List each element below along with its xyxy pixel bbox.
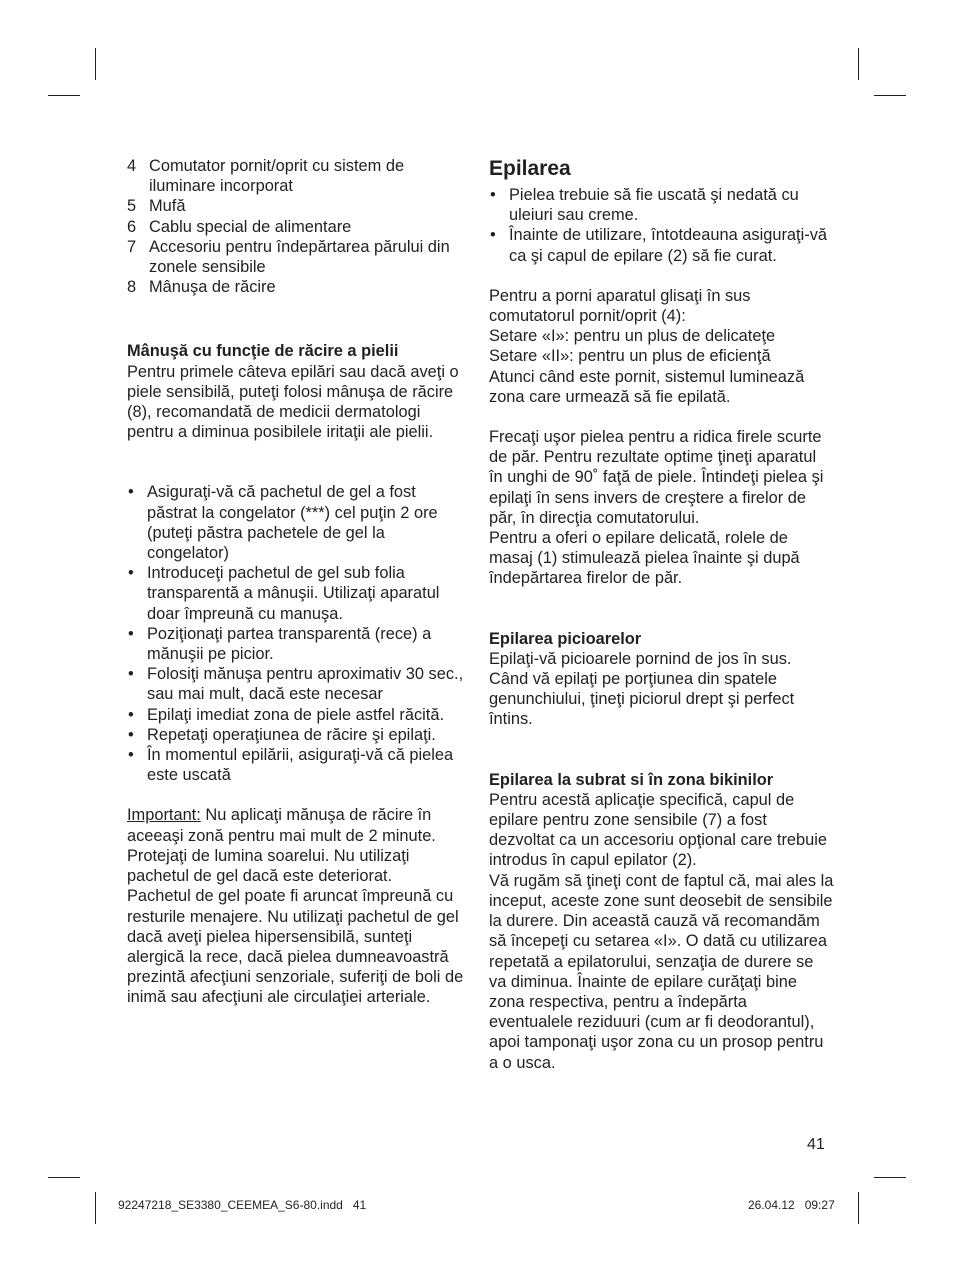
list-item — [127, 156, 467, 196]
footer-datetime: 26.04.12 09:27 — [748, 1198, 835, 1212]
legs-paragraph: Epilaţi-vă picioarele pornind de jos în sus. Când vă epilaţi pe porţiunea din spatele genunchiului, ţineţi piciorul drept şi perfect întins. — [489, 649, 795, 729]
bullet-icon: • — [128, 725, 134, 744]
list-item — [127, 482, 467, 563]
important-text: Nu aplicaţi mănuşa de răcire în aceeaşi zonă pentru mai mult de 2 minute. Protejaţi de lumina soarelui. Nu utilizaţi pachetul de gel dacă este deteriorat. — [127, 806, 436, 886]
list-item — [127, 237, 467, 277]
crop-mark-bottom-left-v — [95, 1192, 96, 1224]
rub-paragraph: Frecaţi uşor pielea pentru a ridica firele scurte de păr. Pentru rezultate optime ţineţi aparatul în unghi de 90˚ faţă de piele. Întindeţi pielea şi epilaţi în sens invers de creştere a firelor de păr, în direcţia comutatorului. — [489, 428, 824, 527]
bikini-paragraph-1: Pentru acestă aplicaţie specifică, capul de epilare pentru zone sensibile (7) a fost dezvoltat ca un accesoriu opţional care trebuie introdus în capul epilator (2). — [489, 790, 828, 870]
bullet-text: Înainte de utilizare, întotdeauna asiguraţi-vă ca şi capul de epilare (2) să fie curat. — [509, 226, 828, 265]
item-text: Mufă — [149, 197, 186, 216]
important-label: Important: — [127, 806, 201, 825]
bullet-icon: • — [490, 226, 496, 245]
item-text: Cablu special de alimentare — [149, 217, 352, 236]
item-number: 6 — [127, 217, 137, 236]
item-number: 7 — [127, 237, 137, 256]
list-item — [127, 196, 467, 216]
bullet-text: Asiguraţi-vă că pachetul de gel a fost păstrat la congelator (***) cel puţin 2 ore (puteţi păstra pachetele de gel la congelator) — [147, 483, 438, 563]
list-item — [489, 225, 834, 265]
start-line: Setare «I»: pentru un plus de delicateţe — [489, 327, 776, 346]
footer-file-info: 92247218_SE3380_CEEMEA_S6-80.indd 41 — [118, 1198, 367, 1212]
disposal-paragraph: Pachetul de gel poate fi aruncat împreună cu resturile menajere. Nu utilizaţi pachetul de gel dacă aveţi pielea hipersensibilă, sunteţi alergică la rece, dacă pielea dumneavoastră prezintă afecţiuni senzoriale, suferiţi de boli de inimă sau afecţiuni ale circulaţiei arteriale. — [127, 887, 464, 1007]
bullet-text: Repetaţi operaţiunea de răcire şi epilaţi. — [147, 725, 436, 744]
item-number: 5 — [127, 197, 137, 216]
section-title: Epilarea — [489, 157, 571, 180]
glove-bullet-list — [127, 482, 467, 785]
crop-mark-bottom-left-h — [48, 1177, 80, 1178]
list-item — [489, 185, 834, 225]
item-text: Mânuşa de răcire — [149, 278, 276, 297]
bullet-icon: • — [128, 624, 134, 643]
item-number: 8 — [127, 278, 137, 297]
crop-mark-bottom-right-v — [858, 1192, 859, 1224]
list-item — [127, 745, 467, 785]
start-line: Pentru a porni aparatul glisaţi în sus comutatorul pornit/oprit (4): — [489, 286, 751, 326]
bullet-text: În momentul epilării, asiguraţi-vă că pielea este uscată — [147, 746, 454, 785]
bullet-text: Folosiţi mănuşa pentru aproximativ 30 sec., sau mai mult, dacă este necesar — [147, 665, 464, 704]
list-item — [127, 705, 467, 725]
crop-mark-top-right-h — [874, 95, 906, 96]
bikini-paragraph-2: Vă rugăm să ţineţi cont de faptul că, mai ales la inceput, aceste zone sunt deosebit de sensibile la durere. Din această cauză vă recomandăm să începeţi cu setarea «I». O dată cu utilizarea repetată a epilatorului, senzaţia de durere se va diminua. Înainte de epilare curăţaţi bine zona respectiva, pentru a îndepărta eventualele reziduuri (cum ar fi deodorantul), apoi tamponaţi uşor zona cu un prosop pentru a o usca. — [489, 871, 834, 1072]
bullet-icon: • — [128, 483, 134, 502]
crop-mark-bottom-right-h — [874, 1177, 906, 1178]
bullet-icon: • — [128, 705, 134, 724]
crop-mark-top-left-h — [48, 95, 80, 96]
massage-paragraph: Pentru a oferi o epilare delicată, rolele de masaj (1) stimulează pielea înainte şi după îndepărtarea firelor de păr. — [489, 529, 800, 588]
glove-heading: Mânuşă cu funcţie de răcire a pielii — [127, 342, 399, 361]
parts-list — [127, 156, 467, 297]
crop-mark-top-right-v — [858, 48, 859, 80]
bullet-text: Introduceţi pachetul de gel sub folia transparentă a mânuşii. Utilizaţi aparatul doar împreună cu manuşa. — [147, 564, 440, 623]
list-item — [127, 277, 467, 297]
item-text: Accesoriu pentru îndepărtarea părului din zonele sensibile — [149, 237, 450, 277]
bullet-icon: • — [490, 186, 496, 204]
right-column — [489, 156, 834, 1073]
page-number: 41 — [807, 1136, 825, 1153]
crop-mark-top-left-v — [95, 48, 96, 80]
bullet-icon: • — [128, 665, 134, 684]
item-number: 4 — [127, 157, 137, 175]
list-item — [127, 624, 467, 664]
epilation-bullet-list — [489, 185, 834, 266]
important-note — [127, 805, 467, 886]
left-column — [127, 156, 467, 1008]
list-item — [127, 563, 467, 624]
bikini-heading: Epilarea la subrat si în zona bikinilor — [489, 770, 774, 789]
bullet-text: Pielea trebuie să fie uscată şi nedată cu uleiuri sau creme. — [509, 186, 799, 225]
legs-heading: Epilarea picioarelor — [489, 629, 642, 648]
start-line: Setare «II»: pentru un plus de eficienţă — [489, 347, 771, 366]
start-line: Atunci când este pornit, sistemul luminează zona care urmează să fie epilată. — [489, 367, 805, 406]
list-item — [127, 725, 467, 745]
bullet-text: Epilaţi imediat zona de piele astfel răcită. — [147, 705, 445, 724]
bullet-icon: • — [128, 746, 134, 765]
glove-paragraph: Pentru primele câteva epilări sau dacă aveţi o piele sensibilă, puteţi folosi mânuşa de răcire (8), recomandată de medicii dermatologi pentru a diminua posibilele iritaţii ale pielii. — [127, 362, 459, 442]
list-item — [127, 664, 467, 704]
item-text: Comutator pornit/oprit cu sistem de iluminare incorporat — [149, 157, 405, 196]
bullet-icon: • — [128, 564, 134, 583]
bullet-text: Poziţionaţi partea transparentă (rece) a mănuşii pe picior. — [147, 624, 432, 664]
list-item — [127, 217, 467, 237]
